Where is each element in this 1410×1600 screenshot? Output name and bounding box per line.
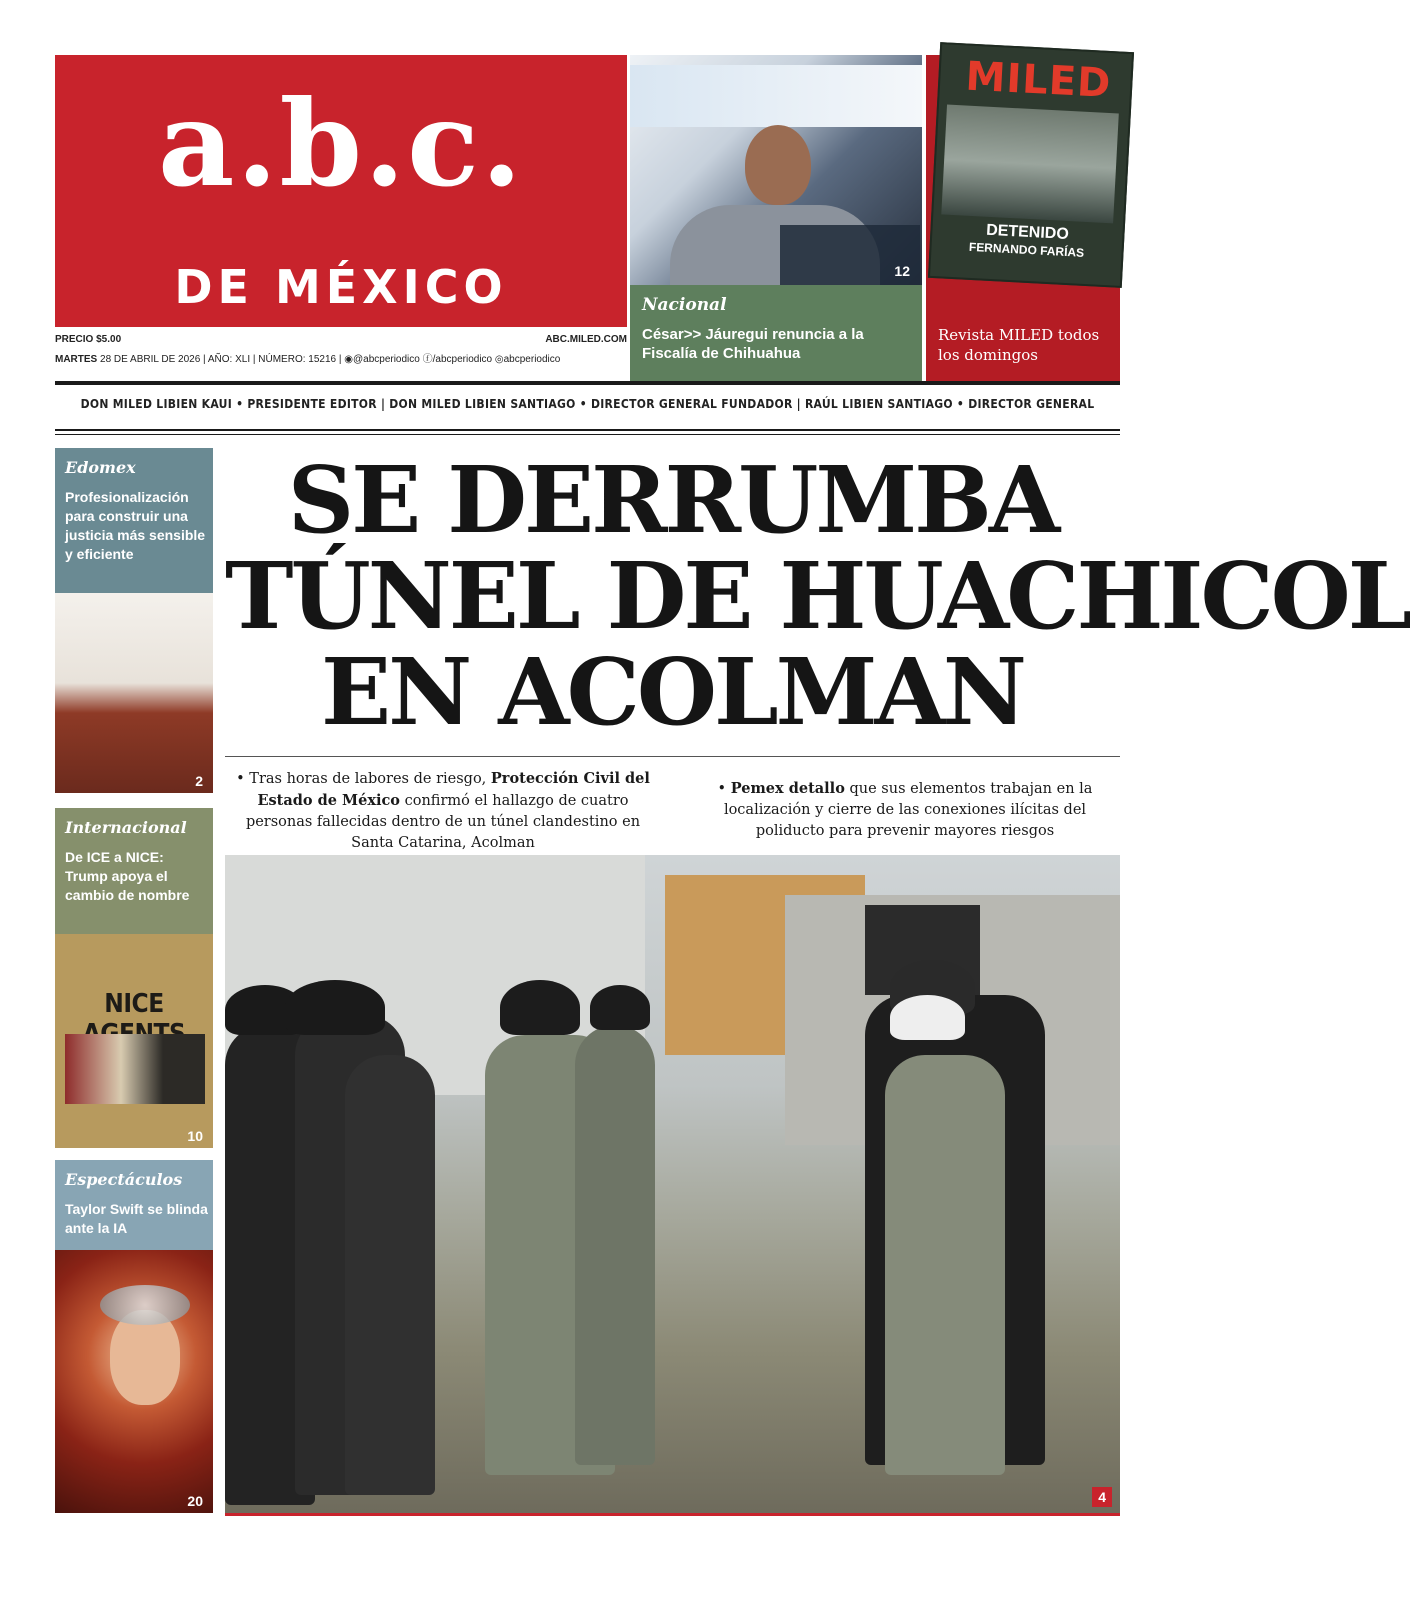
main-headline[interactable] bbox=[225, 446, 1410, 746]
price: PRECIO $5.00 bbox=[55, 334, 122, 345]
headline-line: SE DERRUMBA bbox=[287, 446, 1058, 554]
divider bbox=[225, 756, 1120, 757]
instagram-handle[interactable]: abcperiodico bbox=[503, 354, 561, 365]
page-number: 20 bbox=[187, 1493, 203, 1509]
page-number: 10 bbox=[187, 1128, 203, 1144]
magazine-cover-photo bbox=[941, 105, 1119, 224]
sidebar-photo bbox=[55, 1250, 213, 1513]
helmet bbox=[890, 995, 965, 1040]
section-label: Espectáculos bbox=[65, 1170, 183, 1189]
speaker-head bbox=[745, 125, 811, 205]
twitter-handle[interactable]: @abcperiodico bbox=[352, 354, 420, 365]
logo: a.b.c. bbox=[157, 74, 525, 213]
bullet-text: Tras horas de labores de riesgo, bbox=[249, 771, 491, 787]
page-number: 4 bbox=[1092, 1487, 1112, 1507]
star-headpiece bbox=[100, 1285, 190, 1325]
section-label: Internacional bbox=[65, 818, 187, 837]
headline-line: TÚNEL DE HUACHICOL bbox=[225, 542, 1410, 650]
bullet-bold: Pemex detallo bbox=[730, 780, 845, 797]
cover-name: FERNANDO FARÍAS bbox=[968, 239, 1085, 260]
helmet bbox=[590, 985, 650, 1030]
promo-nacional-photo bbox=[630, 55, 922, 285]
soldier bbox=[885, 1055, 1005, 1475]
sidebar-header bbox=[55, 1160, 213, 1250]
issue-year: AÑO: XLI bbox=[207, 354, 251, 365]
sidebar-headline[interactable]: Profesionalización para construir una justicia más sensible y eficiente bbox=[65, 489, 206, 562]
facebook-icon[interactable]: ⓕ bbox=[422, 354, 433, 365]
sidebar-headline[interactable]: Taylor Swift se blinda ante la IA bbox=[65, 1201, 208, 1236]
flag-illustration bbox=[65, 1034, 205, 1104]
twitter-icon[interactable]: ◉ bbox=[344, 354, 353, 365]
sidebar-header bbox=[55, 448, 213, 593]
cover-kicker: DETENIDO bbox=[985, 221, 1070, 244]
image-caption-text: NICE bbox=[104, 989, 164, 1019]
section-label: Nacional bbox=[642, 295, 727, 315]
magazine-cover[interactable] bbox=[928, 42, 1134, 288]
page-number: 2 bbox=[195, 773, 203, 789]
issue-number: NÚMERO: 15216 bbox=[258, 354, 337, 365]
soldier bbox=[575, 1025, 655, 1465]
logo-subtitle: DE MÉXICO bbox=[174, 260, 508, 314]
issue-info: PRECIO $5.00 ABC.MILED.COM MARTES 28 DE ABRIL DE 2026 | AÑO: XLI | NÚMERO: 15216 | ◉@abcperiodico ⓕ/abcperiodico ◎abcperiodico bbox=[55, 334, 627, 365]
masthead[interactable] bbox=[55, 55, 627, 327]
issue-date: 28 DE ABRIL DE 2026 bbox=[100, 354, 201, 365]
promo-nacional[interactable] bbox=[630, 55, 922, 385]
sidebar-headline[interactable]: De ICE a NICE: Trump apoya el cambio de nombre bbox=[65, 849, 190, 903]
page-number: 12 bbox=[894, 263, 910, 279]
magazine-title: MILED bbox=[964, 53, 1113, 108]
weekday: MARTES bbox=[55, 354, 98, 365]
firefighter bbox=[345, 1055, 435, 1495]
backdrop-banner bbox=[630, 65, 922, 127]
sidebar-photo bbox=[55, 934, 213, 1148]
bullet-text: confirmó el hallazgo de cuatro personas fallecidas dentro de un túnel clandestino en Santa Catarina, Acolman bbox=[245, 793, 641, 851]
instagram-icon[interactable]: ◎ bbox=[494, 354, 504, 365]
promo-caption[interactable]: Revista MILED todos los domingos bbox=[938, 326, 1100, 364]
divider bbox=[55, 381, 1120, 385]
facebook-handle[interactable]: /abcperiodico bbox=[432, 354, 493, 365]
promo-miled[interactable] bbox=[926, 55, 1120, 385]
sidebar-item-internacional[interactable] bbox=[55, 808, 213, 1148]
helmet bbox=[500, 980, 580, 1035]
website-link[interactable]: ABC.MILED.COM bbox=[545, 334, 627, 345]
section-label: Edomex bbox=[65, 458, 136, 477]
sidebar-header bbox=[55, 808, 213, 934]
bullet-bold: Protección Civil del Estado de México bbox=[257, 770, 650, 809]
summary-bullet: • Tras horas de labores de riesgo, Protección Civil del Estado de México confirmó el hallazgo de cuatro personas fallecidas dentro de un túnel clandestino en Santa Catarina, Acolman bbox=[236, 770, 650, 851]
headline-line: EN ACOLMAN bbox=[321, 638, 1024, 746]
divider bbox=[55, 429, 1120, 431]
promo-headline[interactable]: César>> Jáuregui renuncia a la Fiscalía de Chihuahua bbox=[642, 326, 864, 362]
editorial-credits: DON MILED LIBIEN KAUI • PRESIDENTE EDITOR | DON MILED LIBIEN SANTIAGO • DIRECTOR GENERAL FUNDADOR | RAÚL LIBIEN SANTIAGO • DIRECTOR GENERAL bbox=[80, 397, 1095, 411]
divider bbox=[55, 434, 1120, 435]
sidebar-photo bbox=[55, 593, 213, 793]
divider bbox=[225, 1513, 1120, 1516]
sidebar-item-edomex[interactable] bbox=[55, 448, 213, 793]
sidebar-item-espectaculos[interactable] bbox=[55, 1160, 213, 1513]
main-photo[interactable] bbox=[225, 855, 1120, 1513]
summary-bullet: • Pemex detallo que sus elementos trabajan en la localización y cierre de las conexiones ilícitas del poliducto para prevenir mayores riesgos bbox=[717, 780, 1093, 839]
helmet bbox=[285, 980, 385, 1035]
bullet-text: que sus elementos trabajan en la localización y cierre de las conexiones ilícitas del poliducto para prevenir mayores riesgos bbox=[723, 781, 1093, 839]
